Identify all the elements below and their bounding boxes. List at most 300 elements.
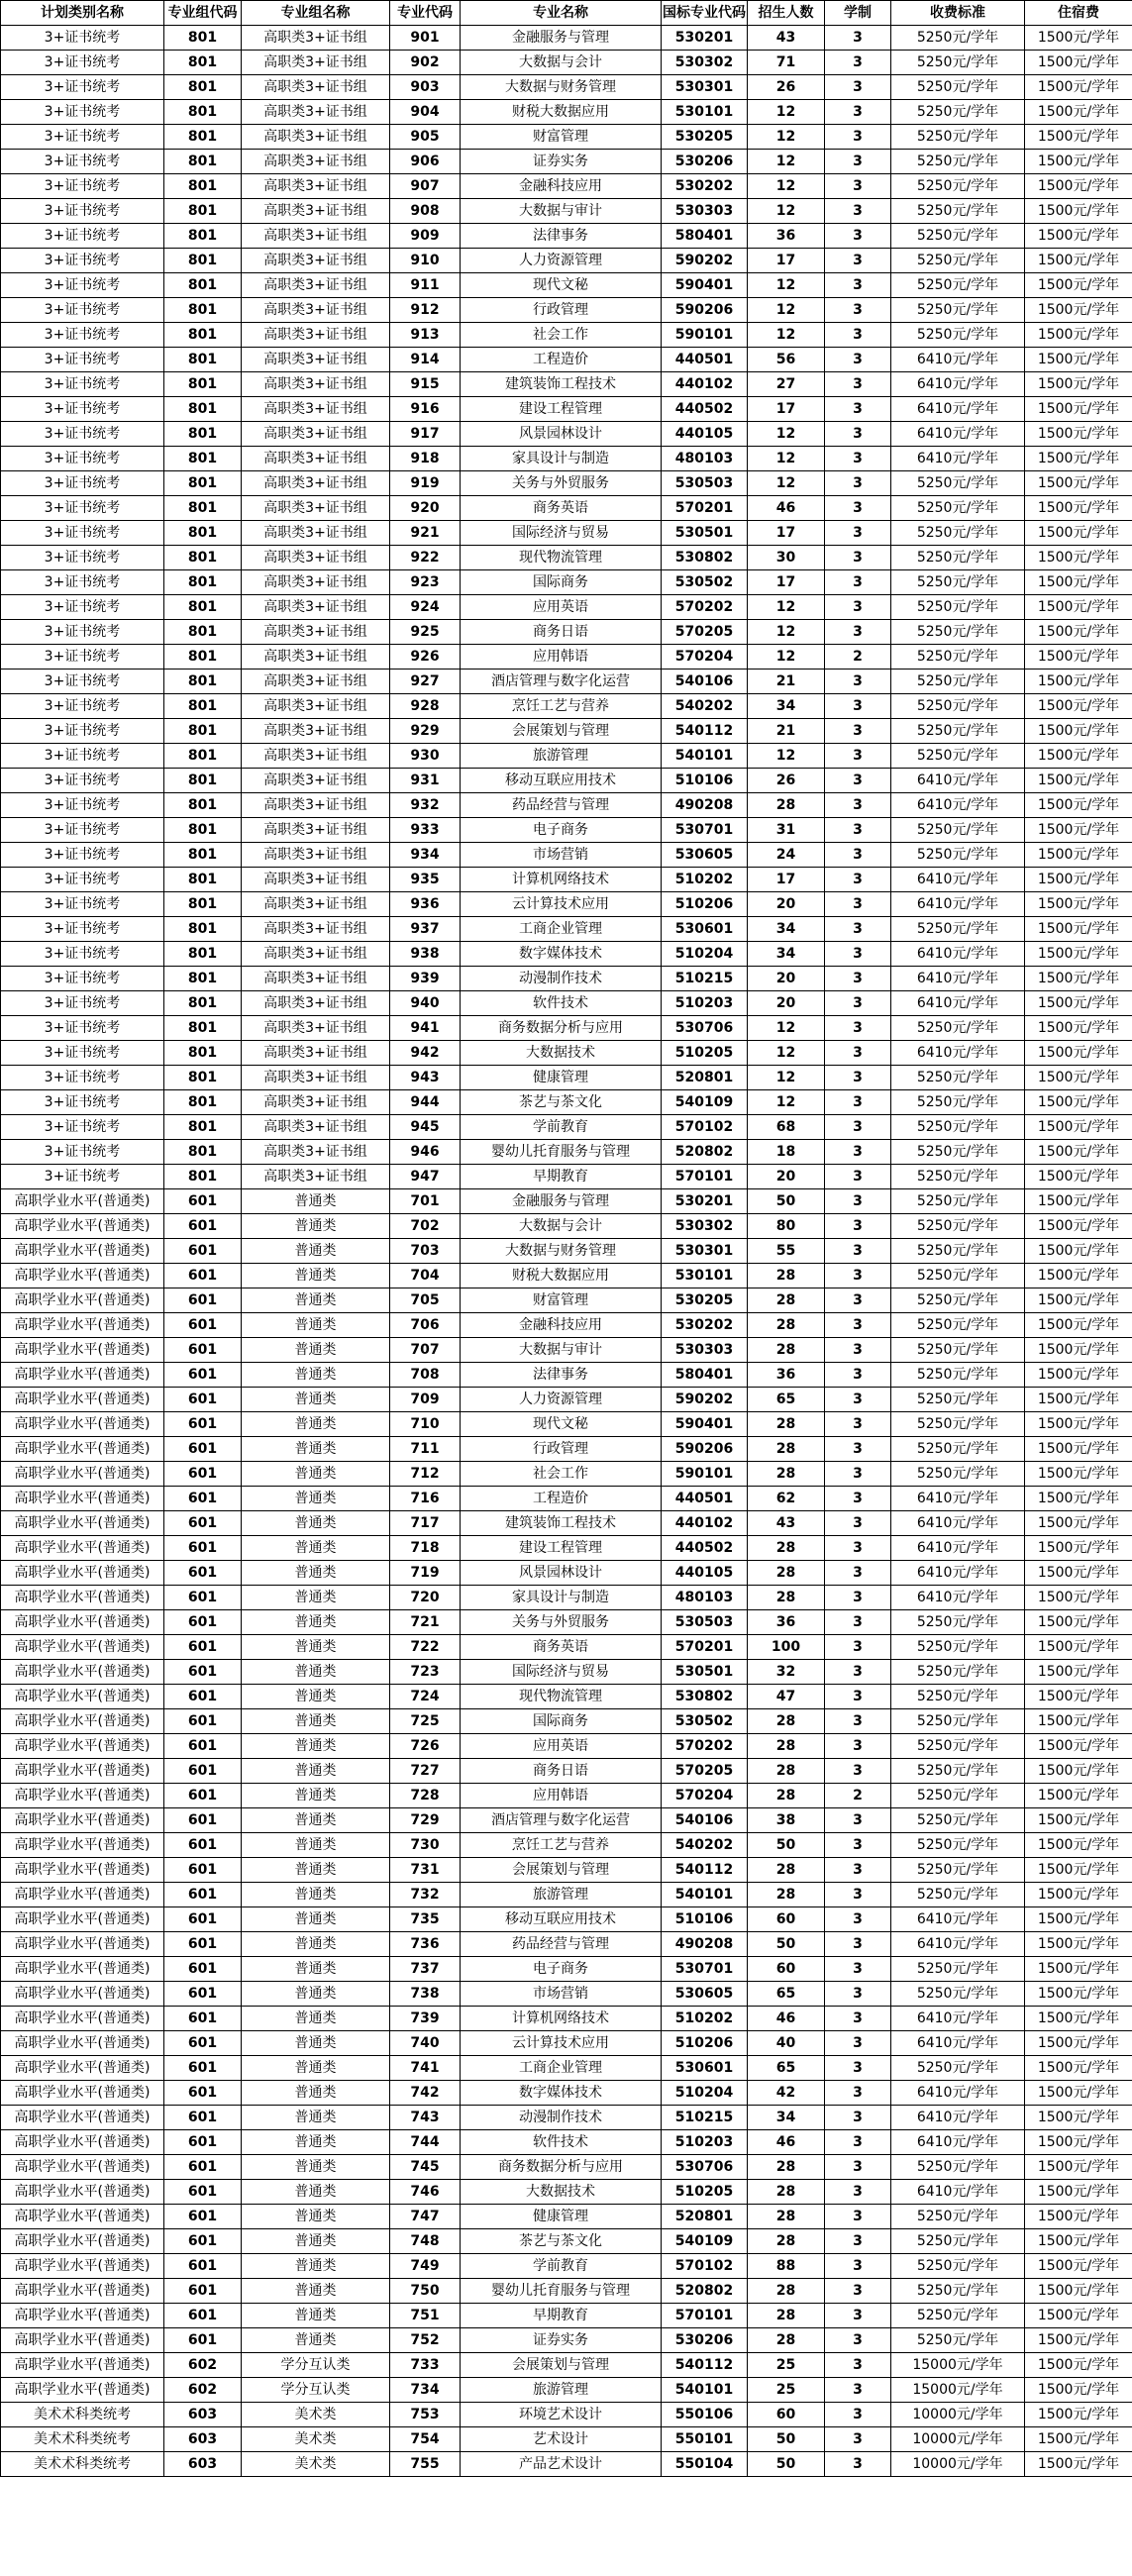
major-name-cell: 大数据技术 bbox=[461, 2180, 662, 2205]
enrollment-cell: 65 bbox=[748, 2056, 825, 2081]
group-name-cell: 高职类3+证书组 bbox=[242, 521, 390, 546]
enrollment-cell: 28 bbox=[748, 1586, 825, 1610]
group-code-cell: 801 bbox=[164, 1016, 242, 1041]
group-code-cell: 801 bbox=[164, 1140, 242, 1165]
dorm-fee-cell: 1500元/学年 bbox=[1025, 1511, 1132, 1536]
enrollment-cell: 36 bbox=[748, 1610, 825, 1635]
major-name-cell: 现代物流管理 bbox=[461, 1685, 662, 1709]
duration-cell: 3 bbox=[825, 1016, 891, 1041]
national-code-cell: 540101 bbox=[662, 1883, 748, 1907]
group-name-cell: 普通类 bbox=[242, 1313, 390, 1338]
national-code-cell: 520801 bbox=[662, 1066, 748, 1090]
enrollment-cell: 12 bbox=[748, 471, 825, 496]
dorm-fee-cell: 1500元/学年 bbox=[1025, 546, 1132, 570]
duration-cell: 3 bbox=[825, 298, 891, 323]
group-name-cell: 高职类3+证书组 bbox=[242, 892, 390, 917]
table-row bbox=[1, 1437, 1132, 1462]
major-name-cell: 早期教育 bbox=[461, 2304, 662, 2328]
enrollment-cell: 20 bbox=[748, 1165, 825, 1189]
duration-cell: 3 bbox=[825, 1759, 891, 1784]
group-code-cell: 601 bbox=[164, 2155, 242, 2180]
group-code-cell: 601 bbox=[164, 1388, 242, 1412]
national-code-cell: 510106 bbox=[662, 1907, 748, 1932]
national-code-cell: 540109 bbox=[662, 2229, 748, 2254]
national-code-cell: 530802 bbox=[662, 1685, 748, 1709]
dorm-fee-cell: 1500元/学年 bbox=[1025, 818, 1132, 843]
duration-cell: 3 bbox=[825, 397, 891, 422]
major-code-cell: 922 bbox=[390, 546, 461, 570]
group-code-cell: 601 bbox=[164, 2081, 242, 2106]
tuition-cell: 6410元/学年 bbox=[891, 348, 1025, 372]
national-code-cell: 530202 bbox=[662, 1313, 748, 1338]
enrollment-cell: 71 bbox=[748, 51, 825, 75]
plan-category-cell: 3+证书统考 bbox=[1, 372, 164, 397]
duration-cell: 3 bbox=[825, 917, 891, 942]
table-row bbox=[1, 224, 1132, 249]
tuition-cell: 5250元/学年 bbox=[891, 1437, 1025, 1462]
dorm-fee-cell: 1500元/学年 bbox=[1025, 1165, 1132, 1189]
major-name-cell: 金融科技应用 bbox=[461, 174, 662, 199]
duration-cell: 3 bbox=[825, 2229, 891, 2254]
major-code-cell: 704 bbox=[390, 1264, 461, 1288]
group-name-cell: 高职类3+证书组 bbox=[242, 818, 390, 843]
group-name-cell: 美术类 bbox=[242, 2452, 390, 2477]
group-code-cell: 601 bbox=[164, 2254, 242, 2279]
major-name-cell: 学前教育 bbox=[461, 2254, 662, 2279]
national-code-cell: 530101 bbox=[662, 100, 748, 125]
duration-cell: 3 bbox=[825, 991, 891, 1016]
enrollment-cell: 20 bbox=[748, 892, 825, 917]
major-name-cell: 商务日语 bbox=[461, 620, 662, 645]
plan-category-cell: 3+证书统考 bbox=[1, 1090, 164, 1115]
enrollment-cell: 88 bbox=[748, 2254, 825, 2279]
dorm-fee-cell: 1500元/学年 bbox=[1025, 2180, 1132, 2205]
major-name-cell: 社会工作 bbox=[461, 323, 662, 348]
group-name-cell: 高职类3+证书组 bbox=[242, 744, 390, 769]
tuition-cell: 5250元/学年 bbox=[891, 1189, 1025, 1214]
enrollment-cell: 28 bbox=[748, 1784, 825, 1808]
plan-category-cell: 高职学业水平(普通类) bbox=[1, 2304, 164, 2328]
plan-category-cell: 高职学业水平(普通类) bbox=[1, 1487, 164, 1511]
group-name-cell: 普通类 bbox=[242, 1586, 390, 1610]
major-name-cell: 工程造价 bbox=[461, 1487, 662, 1511]
national-code-cell: 570204 bbox=[662, 645, 748, 670]
group-code-cell: 801 bbox=[164, 323, 242, 348]
dorm-fee-cell: 1500元/学年 bbox=[1025, 967, 1132, 991]
major-name-cell: 法律事务 bbox=[461, 224, 662, 249]
major-name-cell: 国际商务 bbox=[461, 1709, 662, 1734]
national-code-cell: 530605 bbox=[662, 1982, 748, 2007]
tuition-cell: 6410元/学年 bbox=[891, 447, 1025, 471]
duration-cell: 3 bbox=[825, 51, 891, 75]
group-name-cell: 高职类3+证书组 bbox=[242, 323, 390, 348]
tuition-cell: 5250元/学年 bbox=[891, 1685, 1025, 1709]
national-code-cell: 530501 bbox=[662, 521, 748, 546]
group-name-cell: 高职类3+证书组 bbox=[242, 199, 390, 224]
duration-cell: 3 bbox=[825, 348, 891, 372]
major-name-cell: 烹饪工艺与营养 bbox=[461, 694, 662, 719]
major-code-cell: 941 bbox=[390, 1016, 461, 1041]
plan-category-cell: 高职学业水平(普通类) bbox=[1, 1957, 164, 1982]
dorm-fee-cell: 1500元/学年 bbox=[1025, 249, 1132, 273]
dorm-fee-cell: 1500元/学年 bbox=[1025, 1982, 1132, 2007]
duration-cell: 3 bbox=[825, 570, 891, 595]
table-row bbox=[1, 1066, 1132, 1090]
major-name-cell: 会展策划与管理 bbox=[461, 2353, 662, 2378]
group-code-cell: 601 bbox=[164, 2031, 242, 2056]
plan-category-cell: 高职学业水平(普通类) bbox=[1, 2205, 164, 2229]
dorm-fee-cell: 1500元/学年 bbox=[1025, 694, 1132, 719]
tuition-cell: 5250元/学年 bbox=[891, 595, 1025, 620]
major-name-cell: 金融科技应用 bbox=[461, 1313, 662, 1338]
dorm-fee-cell: 1500元/学年 bbox=[1025, 447, 1132, 471]
table-row bbox=[1, 51, 1132, 75]
tuition-cell: 5250元/学年 bbox=[891, 51, 1025, 75]
major-code-cell: 921 bbox=[390, 521, 461, 546]
enrollment-cell: 30 bbox=[748, 546, 825, 570]
group-code-cell: 603 bbox=[164, 2403, 242, 2427]
major-code-cell: 939 bbox=[390, 967, 461, 991]
duration-cell: 3 bbox=[825, 2353, 891, 2378]
duration-cell: 3 bbox=[825, 1487, 891, 1511]
enrollment-cell: 28 bbox=[748, 1437, 825, 1462]
table-row bbox=[1, 447, 1132, 471]
table-row bbox=[1, 397, 1132, 422]
table-row bbox=[1, 1487, 1132, 1511]
major-name-cell: 药品经营与管理 bbox=[461, 793, 662, 818]
table-row bbox=[1, 323, 1132, 348]
major-name-cell: 财税大数据应用 bbox=[461, 100, 662, 125]
table-row bbox=[1, 769, 1132, 793]
group-name-cell: 高职类3+证书组 bbox=[242, 496, 390, 521]
group-name-cell: 普通类 bbox=[242, 2328, 390, 2353]
major-code-cell: 726 bbox=[390, 1734, 461, 1759]
plan-category-cell: 高职学业水平(普通类) bbox=[1, 2007, 164, 2031]
enrollment-cell: 50 bbox=[748, 2452, 825, 2477]
group-code-cell: 601 bbox=[164, 1586, 242, 1610]
major-name-cell: 学前教育 bbox=[461, 1115, 662, 1140]
group-code-cell: 801 bbox=[164, 595, 242, 620]
dorm-fee-cell: 1500元/学年 bbox=[1025, 2056, 1132, 2081]
group-code-cell: 601 bbox=[164, 1635, 242, 1660]
enrollment-cell: 25 bbox=[748, 2378, 825, 2403]
group-code-cell: 601 bbox=[164, 1338, 242, 1363]
plan-category-cell: 3+证书统考 bbox=[1, 967, 164, 991]
plan-category-cell: 高职学业水平(普通类) bbox=[1, 2081, 164, 2106]
enrollment-cell: 28 bbox=[748, 1561, 825, 1586]
header-major-name: 专业名称 bbox=[461, 1, 662, 26]
tuition-cell: 5250元/学年 bbox=[891, 2304, 1025, 2328]
national-code-cell: 530201 bbox=[662, 26, 748, 51]
table-row bbox=[1, 570, 1132, 595]
enrollment-cell: 18 bbox=[748, 1140, 825, 1165]
major-name-cell: 茶艺与茶文化 bbox=[461, 1090, 662, 1115]
tuition-cell: 6410元/学年 bbox=[891, 1041, 1025, 1066]
plan-category-cell: 3+证书统考 bbox=[1, 150, 164, 174]
major-name-cell: 工商企业管理 bbox=[461, 2056, 662, 2081]
dorm-fee-cell: 1500元/学年 bbox=[1025, 1858, 1132, 1883]
duration-cell: 3 bbox=[825, 1883, 891, 1907]
plan-category-cell: 高职学业水平(普通类) bbox=[1, 1363, 164, 1388]
duration-cell: 3 bbox=[825, 2130, 891, 2155]
plan-category-cell: 3+证书统考 bbox=[1, 892, 164, 917]
tuition-cell: 5250元/学年 bbox=[891, 1338, 1025, 1363]
group-code-cell: 801 bbox=[164, 447, 242, 471]
dorm-fee-cell: 1500元/学年 bbox=[1025, 1313, 1132, 1338]
major-code-cell: 909 bbox=[390, 224, 461, 249]
table-row bbox=[1, 2229, 1132, 2254]
group-code-cell: 601 bbox=[164, 1858, 242, 1883]
national-code-cell: 590401 bbox=[662, 273, 748, 298]
national-code-cell: 570102 bbox=[662, 1115, 748, 1140]
group-code-cell: 801 bbox=[164, 100, 242, 125]
table-row bbox=[1, 1412, 1132, 1437]
group-code-cell: 601 bbox=[164, 1808, 242, 1833]
table-row bbox=[1, 249, 1132, 273]
plan-category-cell: 3+证书统考 bbox=[1, 471, 164, 496]
group-name-cell: 高职类3+证书组 bbox=[242, 372, 390, 397]
dorm-fee-cell: 1500元/学年 bbox=[1025, 125, 1132, 150]
major-code-cell: 902 bbox=[390, 51, 461, 75]
duration-cell: 3 bbox=[825, 1165, 891, 1189]
tuition-cell: 5250元/学年 bbox=[891, 75, 1025, 100]
enrollment-cell: 21 bbox=[748, 670, 825, 694]
national-code-cell: 530701 bbox=[662, 818, 748, 843]
tuition-cell: 5250元/学年 bbox=[891, 2328, 1025, 2353]
table-row bbox=[1, 1759, 1132, 1784]
plan-category-cell: 高职学业水平(普通类) bbox=[1, 1338, 164, 1363]
dorm-fee-cell: 1500元/学年 bbox=[1025, 843, 1132, 868]
major-code-cell: 702 bbox=[390, 1214, 461, 1239]
duration-cell: 3 bbox=[825, 75, 891, 100]
major-code-cell: 722 bbox=[390, 1635, 461, 1660]
duration-cell: 3 bbox=[825, 1214, 891, 1239]
major-code-cell: 706 bbox=[390, 1313, 461, 1338]
tuition-cell: 15000元/学年 bbox=[891, 2378, 1025, 2403]
major-code-cell: 731 bbox=[390, 1858, 461, 1883]
group-name-cell: 学分互认类 bbox=[242, 2353, 390, 2378]
group-name-cell: 普通类 bbox=[242, 1635, 390, 1660]
table-row bbox=[1, 1288, 1132, 1313]
major-code-cell: 917 bbox=[390, 422, 461, 447]
enrollment-cell: 12 bbox=[748, 174, 825, 199]
major-code-cell: 906 bbox=[390, 150, 461, 174]
major-name-cell: 艺术设计 bbox=[461, 2427, 662, 2452]
dorm-fee-cell: 1500元/学年 bbox=[1025, 1016, 1132, 1041]
enrollment-cell: 28 bbox=[748, 1536, 825, 1561]
major-code-cell: 903 bbox=[390, 75, 461, 100]
table-row bbox=[1, 2056, 1132, 2081]
national-code-cell: 520802 bbox=[662, 2279, 748, 2304]
tuition-cell: 5250元/学年 bbox=[891, 1858, 1025, 1883]
enrollment-cell: 12 bbox=[748, 1016, 825, 1041]
group-name-cell: 高职类3+证书组 bbox=[242, 1016, 390, 1041]
national-code-cell: 540101 bbox=[662, 2378, 748, 2403]
enrollment-cell: 21 bbox=[748, 719, 825, 744]
plan-category-cell: 3+证书统考 bbox=[1, 75, 164, 100]
tuition-cell: 5250元/学年 bbox=[891, 694, 1025, 719]
plan-category-cell: 高职学业水平(普通类) bbox=[1, 1610, 164, 1635]
dorm-fee-cell: 1500元/学年 bbox=[1025, 670, 1132, 694]
dorm-fee-cell: 1500元/学年 bbox=[1025, 224, 1132, 249]
plan-category-cell: 美术术科类统考 bbox=[1, 2452, 164, 2477]
major-name-cell: 国际经济与贸易 bbox=[461, 1660, 662, 1685]
major-code-cell: 752 bbox=[390, 2328, 461, 2353]
major-code-cell: 923 bbox=[390, 570, 461, 595]
plan-category-cell: 3+证书统考 bbox=[1, 496, 164, 521]
group-code-cell: 801 bbox=[164, 273, 242, 298]
enrollment-cell: 28 bbox=[748, 1264, 825, 1288]
duration-cell: 3 bbox=[825, 2304, 891, 2328]
major-code-cell: 944 bbox=[390, 1090, 461, 1115]
tuition-cell: 5250元/学年 bbox=[891, 1165, 1025, 1189]
major-name-cell: 酒店管理与数字化运营 bbox=[461, 1808, 662, 1833]
duration-cell: 3 bbox=[825, 1090, 891, 1115]
tuition-cell: 5250元/学年 bbox=[891, 1313, 1025, 1338]
group-code-cell: 601 bbox=[164, 1759, 242, 1784]
group-code-cell: 801 bbox=[164, 818, 242, 843]
group-code-cell: 801 bbox=[164, 546, 242, 570]
plan-category-cell: 高职学业水平(普通类) bbox=[1, 1561, 164, 1586]
major-code-cell: 919 bbox=[390, 471, 461, 496]
group-code-cell: 601 bbox=[164, 1264, 242, 1288]
header-duration: 学制 bbox=[825, 1, 891, 26]
national-code-cell: 550106 bbox=[662, 2403, 748, 2427]
table-row bbox=[1, 2205, 1132, 2229]
duration-cell: 3 bbox=[825, 1189, 891, 1214]
major-name-cell: 药品经营与管理 bbox=[461, 1932, 662, 1957]
group-name-cell: 普通类 bbox=[242, 1388, 390, 1412]
major-code-cell: 727 bbox=[390, 1759, 461, 1784]
major-code-cell: 720 bbox=[390, 1586, 461, 1610]
enrollment-cell: 55 bbox=[748, 1239, 825, 1264]
plan-category-cell: 高职学业水平(普通类) bbox=[1, 1388, 164, 1412]
duration-cell: 3 bbox=[825, 2180, 891, 2205]
tuition-cell: 5250元/学年 bbox=[891, 298, 1025, 323]
group-code-cell: 801 bbox=[164, 892, 242, 917]
major-name-cell: 健康管理 bbox=[461, 2205, 662, 2229]
group-name-cell: 高职类3+证书组 bbox=[242, 150, 390, 174]
major-code-cell: 912 bbox=[390, 298, 461, 323]
tuition-cell: 5250元/学年 bbox=[891, 1610, 1025, 1635]
table-row bbox=[1, 942, 1132, 967]
group-code-cell: 601 bbox=[164, 2130, 242, 2155]
plan-category-cell: 高职学业水平(普通类) bbox=[1, 1536, 164, 1561]
enrollment-cell: 28 bbox=[748, 1338, 825, 1363]
major-code-cell: 913 bbox=[390, 323, 461, 348]
major-name-cell: 大数据与审计 bbox=[461, 199, 662, 224]
major-code-cell: 942 bbox=[390, 1041, 461, 1066]
enrollment-cell: 28 bbox=[748, 2279, 825, 2304]
dorm-fee-cell: 1500元/学年 bbox=[1025, 793, 1132, 818]
national-code-cell: 530302 bbox=[662, 1214, 748, 1239]
major-code-cell: 929 bbox=[390, 719, 461, 744]
tuition-cell: 5250元/学年 bbox=[891, 2279, 1025, 2304]
major-code-cell: 931 bbox=[390, 769, 461, 793]
major-name-cell: 旅游管理 bbox=[461, 744, 662, 769]
plan-category-cell: 高职学业水平(普通类) bbox=[1, 2353, 164, 2378]
group-name-cell: 高职类3+证书组 bbox=[242, 1140, 390, 1165]
group-name-cell: 普通类 bbox=[242, 1957, 390, 1982]
major-code-cell: 751 bbox=[390, 2304, 461, 2328]
major-code-cell: 930 bbox=[390, 744, 461, 769]
dorm-fee-cell: 1500元/学年 bbox=[1025, 2205, 1132, 2229]
major-name-cell: 婴幼儿托育服务与管理 bbox=[461, 1140, 662, 1165]
group-code-cell: 601 bbox=[164, 1833, 242, 1858]
table-row bbox=[1, 2254, 1132, 2279]
major-name-cell: 大数据与会计 bbox=[461, 1214, 662, 1239]
group-code-cell: 801 bbox=[164, 372, 242, 397]
dorm-fee-cell: 1500元/学年 bbox=[1025, 2328, 1132, 2353]
dorm-fee-cell: 1500元/学年 bbox=[1025, 1115, 1132, 1140]
group-name-cell: 高职类3+证书组 bbox=[242, 1115, 390, 1140]
table-row bbox=[1, 1858, 1132, 1883]
enrollment-cell: 28 bbox=[748, 793, 825, 818]
tuition-cell: 6410元/学年 bbox=[891, 1932, 1025, 1957]
group-name-cell: 高职类3+证书组 bbox=[242, 694, 390, 719]
group-code-cell: 801 bbox=[164, 793, 242, 818]
plan-category-cell: 3+证书统考 bbox=[1, 620, 164, 645]
group-name-cell: 高职类3+证书组 bbox=[242, 645, 390, 670]
dorm-fee-cell: 1500元/学年 bbox=[1025, 1041, 1132, 1066]
tuition-cell: 5250元/学年 bbox=[891, 496, 1025, 521]
plan-category-cell: 3+证书统考 bbox=[1, 991, 164, 1016]
group-code-cell: 801 bbox=[164, 670, 242, 694]
duration-cell: 3 bbox=[825, 868, 891, 892]
major-code-cell: 701 bbox=[390, 1189, 461, 1214]
table-row bbox=[1, 1561, 1132, 1586]
plan-category-cell: 3+证书统考 bbox=[1, 1016, 164, 1041]
duration-cell: 3 bbox=[825, 1115, 891, 1140]
tuition-cell: 5250元/学年 bbox=[891, 1982, 1025, 2007]
plan-category-cell: 3+证书统考 bbox=[1, 397, 164, 422]
tuition-cell: 5250元/学年 bbox=[891, 1808, 1025, 1833]
table-row bbox=[1, 521, 1132, 546]
group-code-cell: 801 bbox=[164, 620, 242, 645]
group-name-cell: 普通类 bbox=[242, 2056, 390, 2081]
dorm-fee-cell: 1500元/学年 bbox=[1025, 26, 1132, 51]
group-code-cell: 601 bbox=[164, 1734, 242, 1759]
duration-cell: 3 bbox=[825, 521, 891, 546]
tuition-cell: 6410元/学年 bbox=[891, 1536, 1025, 1561]
major-name-cell: 国际商务 bbox=[461, 570, 662, 595]
plan-category-cell: 高职学业水平(普通类) bbox=[1, 1808, 164, 1833]
group-name-cell: 美术类 bbox=[242, 2427, 390, 2452]
group-name-cell: 高职类3+证书组 bbox=[242, 917, 390, 942]
dorm-fee-cell: 1500元/学年 bbox=[1025, 2403, 1132, 2427]
dorm-fee-cell: 1500元/学年 bbox=[1025, 2353, 1132, 2378]
group-code-cell: 801 bbox=[164, 719, 242, 744]
plan-category-cell: 高职学业水平(普通类) bbox=[1, 2031, 164, 2056]
table-row bbox=[1, 1907, 1132, 1932]
enrollment-cell: 28 bbox=[748, 1412, 825, 1437]
national-code-cell: 540112 bbox=[662, 1858, 748, 1883]
duration-cell: 3 bbox=[825, 818, 891, 843]
duration-cell: 3 bbox=[825, 100, 891, 125]
header-dorm-fee: 住宿费 bbox=[1025, 1, 1132, 26]
table-row bbox=[1, 595, 1132, 620]
plan-category-cell: 3+证书统考 bbox=[1, 1140, 164, 1165]
national-code-cell: 530101 bbox=[662, 1264, 748, 1288]
national-code-cell: 540101 bbox=[662, 744, 748, 769]
duration-cell: 3 bbox=[825, 1140, 891, 1165]
enrollment-cell: 65 bbox=[748, 1388, 825, 1412]
group-code-cell: 801 bbox=[164, 1165, 242, 1189]
enrollment-cell: 68 bbox=[748, 1115, 825, 1140]
enrollment-cell: 28 bbox=[748, 2155, 825, 2180]
enrollment-cell: 46 bbox=[748, 2130, 825, 2155]
dorm-fee-cell: 1500元/学年 bbox=[1025, 273, 1132, 298]
